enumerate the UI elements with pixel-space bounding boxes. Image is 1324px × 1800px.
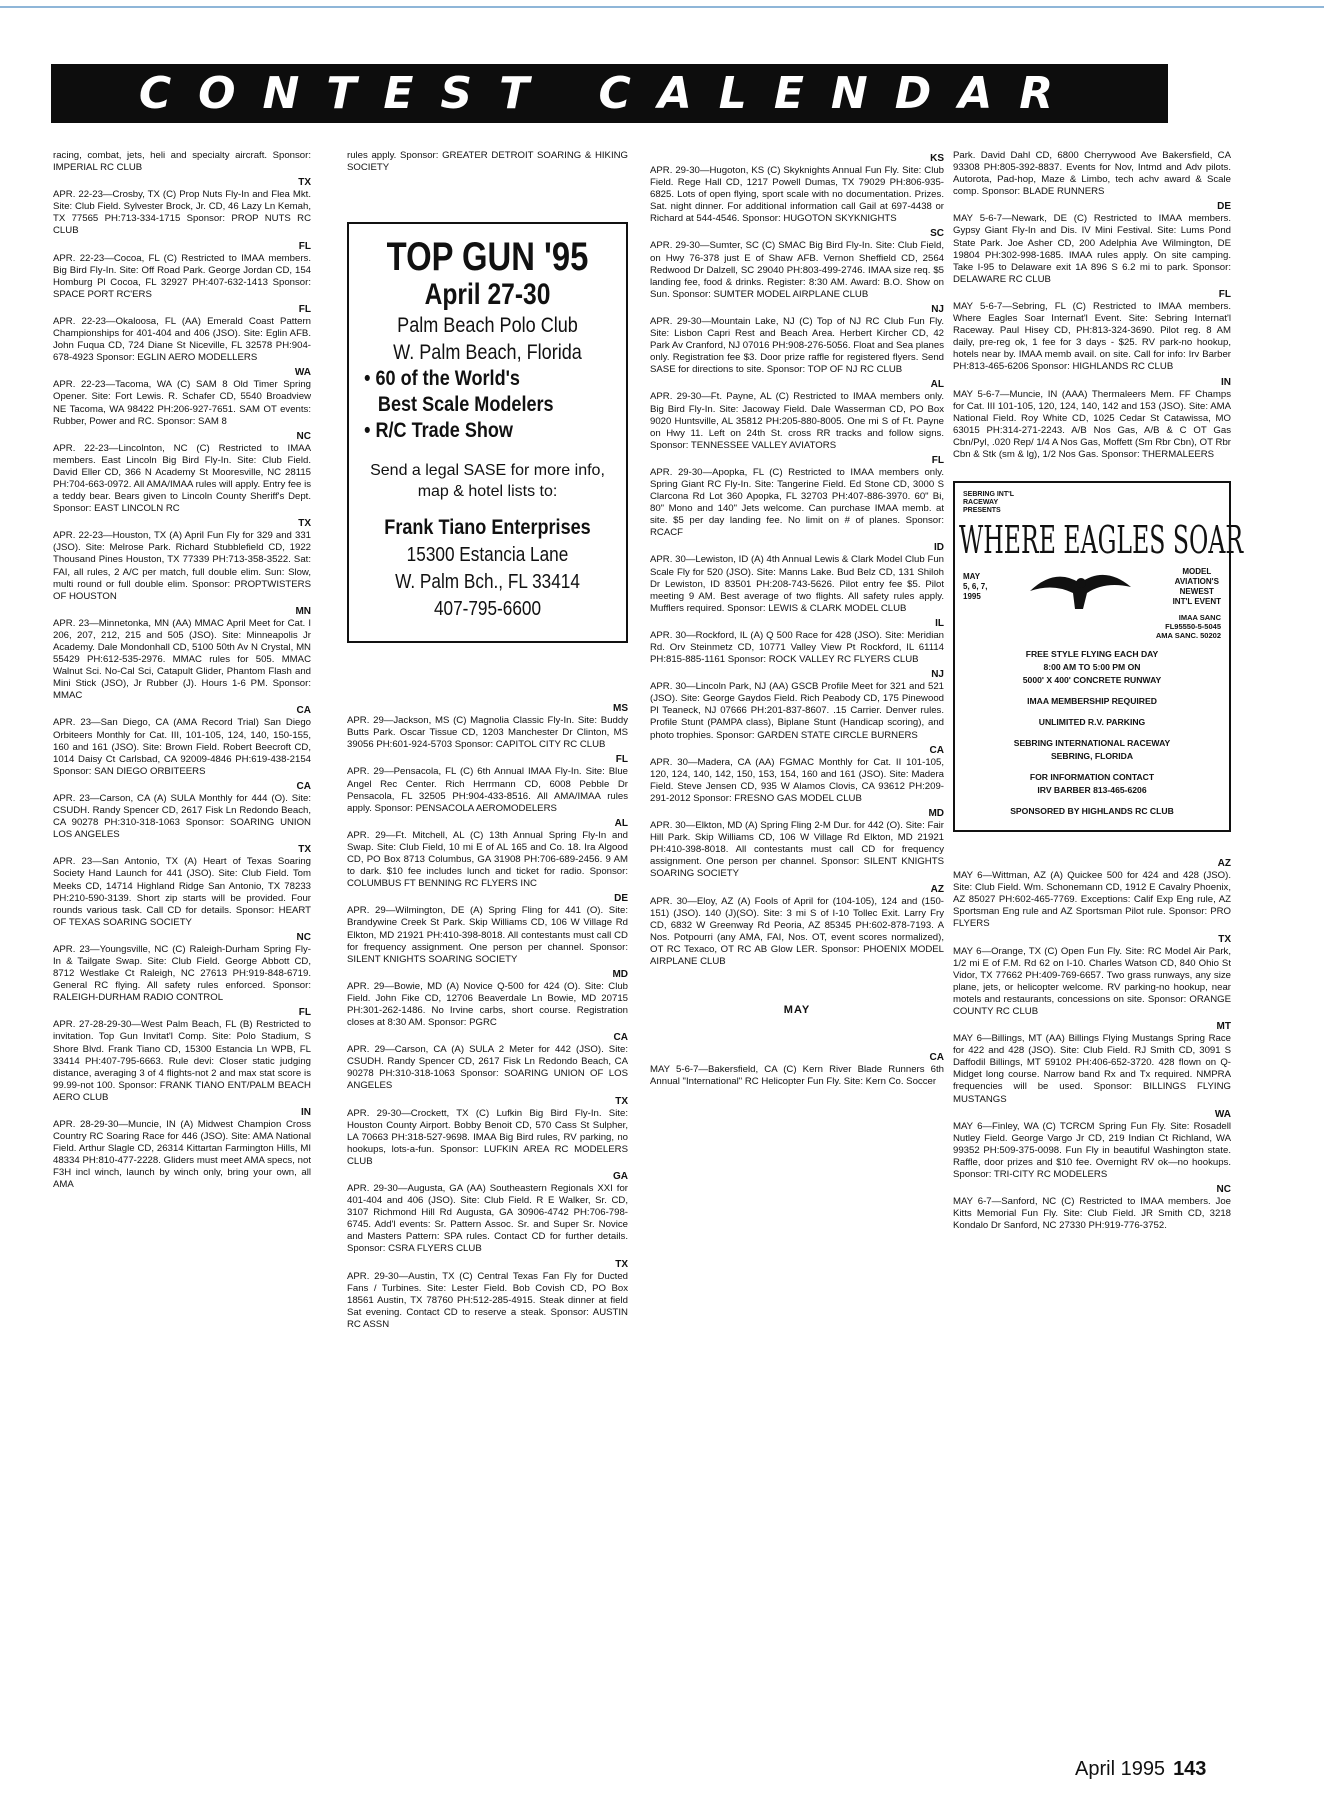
calendar-entry: APR. 30—Eloy, AZ (A) Fools of April for (104-105), 124 and (150-151) (JSO). 140 (J)(SO). Site: 3 mi S of I-10 Tollec Exit. Larry Fry CD, 6832 W Greenway Rd Peoria, AZ 85345 PH:602-878-7193. A Nos. Potpourri (any AMA, FAI, Nos. OT, event scores normalized), OT RC Texaco, OT RC AB Glow LER. Sponsor: PHOENIX MODEL AIRPLANE CLUB bbox=[650, 895, 944, 967]
calendar-entry: MAY 6—Orange, TX (C) Open Fun Fly. Site: RC Model Air Park, 1/2 mi E of F.M. Rd 62 on I-10. Charles Watson CD, 840 Ohio St Vidor, TX 77662 PH:409-769-6657. Two grass runways, any size plane, jets, or helicopter welcome. RV parking-no hookup, near motels and restaurants, concessions on site. Sponsor: ORANGE COUNTY RC CLUB bbox=[953, 945, 1231, 1017]
state-label: AZ bbox=[1217, 858, 1231, 870]
state-label: NC bbox=[296, 931, 311, 943]
issue-date: April 1995 bbox=[1075, 1758, 1166, 1780]
state-label: IN bbox=[301, 1107, 311, 1118]
state-label: TX bbox=[1218, 933, 1231, 945]
calendar-entry: APR. 29-30—Hugoton, KS (C) Skyknights Annual Fun Fly. Site: Club Field. Rege Hall CD, 1217 Powell Dumas, TX 79029 PH:806-935-6825. Lots of open flying, sport scale with no documentation. Prizes. Sat. night dinner. For additional information call Gail at 697-4438 or Richard at 544-4546. Sponsor: HUGOTON SKYKNIGHTS bbox=[650, 165, 944, 225]
calendar-entry: APR. 23—Minnetonka, MN (AA) MMAC April Meet for Cat. I 206, 207, 212, 215 and 505 (JSO). Site: Minneapolis Jr Academy. Dale Mondonhall CD, 5100 50th Av N Crystal, MN 55429 PH:612-535-2976. MMAC rules for 505. MMAC Walnut Sci. No-Cal Sci, Catapult Glider, Phantom Flash and Mini Stick (JSO), Jr Rubber (J). Hours 1-6 PM. Sponsor: MMAC bbox=[53, 617, 311, 702]
state-label: TX bbox=[298, 844, 311, 856]
state-label: IN bbox=[1221, 376, 1231, 388]
listing-continuation: rules apply. Sponsor: GREATER DETROIT SOARING & HIKING SOCIETY bbox=[347, 150, 628, 174]
top-gun-title: TOP GUN '95 bbox=[386, 235, 589, 280]
column-4-more-listings bbox=[953, 858, 1231, 1232]
month-heading: MAY bbox=[783, 1004, 811, 1017]
state-label: TX bbox=[298, 518, 311, 530]
calendar-entry: APR. 22-23—Lincolnton, NC (C) Restricted to IMAA members. East Lincoln Big Bird Fly-In. Site: Club Field. David Eller CD, 366 N Academy St Mooresville, NC 28115 PH:704-663-0972. All AMA/IMAA rules will apply. Entry fee is a teddy bear. Bears given to Lincoln County Sheriff's Dept. Sponsor: EAST LINCOLN RC bbox=[53, 442, 311, 515]
calendar-entry: APR. 29-30—Sumter, SC (C) SMAC Big Bird Fly-In. Site: Club Field, on Hwy 76-378 just E of Shaw AFB. Vernon Sheffield CD, 2564 Redwood Dr Dalzell, SC 29040 PH:803-499-2746. IMAA size req. $5 landing fee, food & drinks. Register: 8:30 AM. Award: B.O. Show on Sun. Sponsor: SUMTER MODEL AIRPLANE CLUB bbox=[650, 240, 944, 300]
calendar-entry: MAY 6—Billings, MT (AA) Billings Flying Mustangs Spring Race for 422 and 428 (JSO). Site: Club Field. RJ Smith CD, 3091 S Daffodil Billings, MT 59102 PH:406-652-3720. 428 flown on Q-Midget long course. Narrow band Rx and Tx required. NMPRA frequencies will be used. Sponsor: BILLINGS FLYING MUSTANGS bbox=[953, 1033, 1231, 1105]
top-gun-ad bbox=[347, 222, 628, 643]
state-label: AZ bbox=[930, 883, 944, 895]
calendar-entry: MAY 5-6-7—Sebring, FL (C) Restricted to IMAA members. Where Eagles Soar Internat'l Event. Site: Sebring Internat'l Raceway. Paul Hisey CD, PH:813-324-3690. Pilot reg. 8 AM daily, pre-reg ok, 1 fee for 3 days - $25. RV park-no hookup, hotels near by. IMAA memb avail. on site. Call for info: Irv Barber PH:813-465-6206 Sponsor: HIGHLANDS RC CLUB bbox=[953, 300, 1231, 373]
column-2-listings bbox=[347, 703, 628, 1331]
calendar-entry: APR. 29-30—Crockett, TX (C) Lufkin Big Bird Fly-In. Site: Houston County Airport. Bobby Benoit CD, 570 Cass St Sulpher, LA 70663 PH:318-527-9698. IMAA Big Bird rules, RV parking, no hookups, lots-a-fun. Sponsor: LUFKIN AREA RC MODELERS CLUB bbox=[347, 1107, 628, 1167]
state-label: NC bbox=[296, 430, 311, 442]
calendar-entry: APR. 23—San Antonio, TX (A) Heart of Texas Soaring Society Hand Launch for 441 (JSO). Site: Club Field. Tom Meeks CD, 14714 Highland Ridge San Antonio, TX 78233 PH:210-590-3139. Short zip starts will be provided. Four rounds various task. Call CD for details. Sponsor: HEART OF TEXAS SOARING SOCIETY bbox=[53, 856, 311, 928]
calendar-entry: APR. 23—San Diego, CA (AMA Record Trial) San Diego Orbiteers Monthly for Cat. III, 101-105, 124, 140, 150-155, 160 and 161 (JSO). Site: Brown Field. Robert Beecroft CD, 1014 Daisy Ct Carlsbad, CA 92009-4846 PH:619-438-2154 Sponsor: SAN DIEGO ORBITEERS bbox=[53, 717, 311, 777]
column-3-may-listings bbox=[650, 1052, 944, 1088]
eagles-sanction: AMA SANC. 50202 bbox=[1155, 631, 1221, 641]
eagles-info: FOR INFORMATION CONTACT bbox=[1029, 772, 1155, 783]
where-eagles-soar-ad bbox=[953, 481, 1244, 832]
calendar-entry: APR. 30—Rockford, IL (A) Q 500 Race for 428 (JSO). Site: Meridian Rd. Orv Steinmetz CD, 10771 Valley View Pt Rockford, IL 61114 PH:815-885-1161 Sponsor: ROCK VALLEY RC FLYERS CLUB bbox=[650, 629, 944, 666]
state-label: TX bbox=[615, 1258, 628, 1270]
state-label: MT bbox=[1216, 1021, 1231, 1033]
calendar-entry: APR. 30—Elkton, MD (A) Spring Fling 2-M Dur. for 442 (O). Site: Fair Hill Park. Skip Williams CD, 106 W Village Rd Elkton, MD 21921 PH:410-398-8018. All contestants must call CD for frequency assignment. One person per channel. Sponsor: SILENT KNIGHTS SOARING SOCIETY bbox=[650, 820, 944, 880]
state-label: WA bbox=[294, 367, 311, 379]
eagles-info: SEBRING, FLORIDA bbox=[1050, 751, 1134, 762]
calendar-entry: APR. 29-30—Mountain Lake, NJ (C) Top of NJ RC Club Fun Fly. Site: Lisbon Capri Rest and Beach Area. Herbert Kircher CD, 42 Park Av Cranford, NJ 07016 PH:908-276-5056. Float and Sea planes only. Registration fee $3. Door prize raffle for registered flyers. Send SASE for directions to site. Sponsor: TOP OF NJ RC CLUB bbox=[650, 315, 944, 376]
eagles-tagline: AVIATION'S bbox=[1174, 577, 1219, 587]
state-label: DE bbox=[614, 893, 628, 905]
contest-calendar-banner bbox=[51, 64, 1168, 123]
top-gun-bullet: • R/C Trade Show bbox=[364, 419, 513, 443]
state-label: FL bbox=[1218, 288, 1231, 300]
state-label: GA bbox=[613, 1171, 628, 1182]
top-gun-send-note: Send a legal SASE for more info, map & hotel lists to: bbox=[370, 462, 605, 501]
calendar-entry: APR. 29-30—Ft. Payne, AL (C) Restricted to IMAA members only. Big Bird Fly-In. Site: Jacoway Field. Dale Wasserman CD, PO Box 9020 Huntsville, AL 35812 PH:205-880-8005. One mi S of Ft. Payne on Hwy 11. Left on 24th St. cross RR tracks and follow signs. Sponsor: TENNESSEE VALLEY AVIATORS bbox=[650, 391, 944, 451]
calendar-entry: APR. 29—Jackson, MS (C) Magnolia Classic Fly-In. Site: Buddy Butts Park. Oscar Tissue CD, 1203 Manchester Dr Clinton, MS 39056 PH:601-924-5703 Sponsor: CAPITOL CITY RC CLUB bbox=[347, 715, 628, 751]
state-label: ID bbox=[934, 542, 944, 554]
top-gun-city: W. Palm Beach, Florida bbox=[393, 341, 582, 365]
top-gun-city-zip: W. Palm Bch., FL 33414 bbox=[395, 571, 580, 594]
state-label: IL bbox=[935, 617, 944, 629]
state-label: NJ bbox=[931, 669, 944, 681]
state-label: FL bbox=[615, 754, 628, 766]
eagles-info: SEBRING INTERNATIONAL RACEWAY bbox=[1013, 738, 1171, 749]
eagles-days: 5, 6, 7, bbox=[963, 582, 988, 592]
calendar-entry: APR. 29—Bowie, MD (A) Novice Q-500 for 424 (O). Site: Club Field. John Fike CD, 12706 Beaverdale Ln Bowie, MD 20715 PH:301-262-1486. No Irvine carbs, short course. Registration closes at 8:30 AM. Sponsor: PGRC bbox=[347, 980, 628, 1029]
calendar-entry: APR. 22-23—Cocoa, FL (C) Restricted to IMAA members. Big Bird Fly-In. Site: Off Road Park. George Jordan CD, 154 Homburg Pl Cocoa, FL 32927 PH:407-632-1413 Sponsor: SPACE PORT RC'ERS bbox=[53, 252, 311, 300]
state-label: FL bbox=[298, 1007, 311, 1019]
eagles-year: 1995 bbox=[963, 592, 981, 602]
eagles-tagline: NEWEST bbox=[1179, 587, 1214, 597]
calendar-entry: APR. 22-23—Tacoma, WA (C) SAM 8 Old Timer Spring Opener. Site: Fort Lewis. R. Schafer CD, 5540 Broadview NE Tacoma, WA 98422 PH:206-927-7651. SAM OT events: Rubber, Power and RC. Sponsor: SAM 8 bbox=[53, 379, 311, 427]
calendar-entry: APR. 23—Youngsville, NC (C) Raleigh-Durham Spring Fly-In & Tailgate Swap. Site: Club Field. George Abbott CD, 8712 Westlake Ct Raleigh, NC 27613 PH:919-848-6719. General RC flying. All safety rules enforced. Sponsor: RALEIGH-DURHAM RADIO CONTROL bbox=[53, 943, 311, 1004]
state-label: KS bbox=[930, 153, 944, 164]
state-label: WA bbox=[1214, 1108, 1231, 1120]
eagles-info: FREE STYLE FLYING EACH DAY bbox=[1025, 649, 1159, 660]
calendar-entry: racing, combat, jets, heli and specialty aircraft. Sponsor: IMPERIAL RC CLUB bbox=[53, 150, 311, 174]
column-1 bbox=[53, 150, 311, 1194]
state-label: AL bbox=[930, 379, 944, 391]
state-label: CA bbox=[296, 780, 311, 792]
column-4-listings bbox=[953, 150, 1231, 461]
calendar-entry: APR. 22-23—Okaloosa, FL (AA) Emerald Coast Pattern Championships for 401-404 and 406 (JSO). Site: Eglin AFB. John Fuqua CD, 724 Diane St Niceville, FL 32578 PH:904-678-4923 Sponsor: EGLIN AERO MODELLERS bbox=[53, 315, 311, 364]
eagles-sponsor: SPONSORED BY HIGHLANDS RC CLUB bbox=[1010, 806, 1174, 817]
calendar-entry: APR. 29—Ft. Mitchell, AL (C) 13th Annual Spring Fly-In and Swap. Site: Club Field, 10 mi E of AL 165 and Co. 18. Ira Algood CD, PO Box 8713 Columbus, GA 31908 PH:706-689-2456. 9 AM to dark. $10 fee includes lunch and ticket for radio. Sponsor: COLUMBUS FT BENNING RC FLYERS INC bbox=[347, 829, 628, 890]
top-gun-phone: 407-795-6600 bbox=[433, 598, 542, 621]
calendar-entry: APR. 22-23—Crosby, TX (C) Prop Nuts Fly-In and Flea Mkt. Site: Club Field. Sylvester Brock, Jr. CD, 46 Lazy Ln Kemah, TX 77565 PH:713-334-1715 Sponsor: PROP NUTS RC CLUB bbox=[53, 189, 311, 237]
column-4 bbox=[953, 150, 1244, 1234]
eagle-icon bbox=[1025, 561, 1135, 613]
state-label: FL bbox=[298, 303, 311, 315]
state-label: DE bbox=[1217, 201, 1231, 213]
eagles-tagline: MODEL bbox=[1182, 567, 1212, 577]
calendar-entry: APR. 28-29-30—Muncie, IN (A) Midwest Champion Cross Country RC Soaring Race for 446 (JSO). Site: AMA National Field. Arthur Slagle CD, 26314 Kittartan Farmington Hills, MI 48334 PH:810-477-2228. Gliders must meet AMA specs, not F3H incl winch, launch by winch only, bring your own, all AMA bbox=[53, 1119, 311, 1191]
top-gun-venue: Palm Beach Polo Club bbox=[397, 314, 578, 338]
state-label: NC bbox=[1216, 1184, 1231, 1196]
eagles-month: MAY bbox=[963, 572, 981, 582]
eagles-presenter: SEBRING INT'L RACEWAY PRESENTS bbox=[963, 491, 1014, 515]
state-label: AL bbox=[614, 817, 628, 829]
page-number: 143 bbox=[1173, 1758, 1207, 1780]
calendar-entry: APR. 30—Lincoln Park, NJ (AA) GSCB Profile Meet for 321 and 521 (JSO). Site: George Gaydos Field. Rich Peabody CD, 175 Pinewood Pl Teaneck, NJ 07666 PH:201-837-8607. .15 Carrier. Denver rules. Profile Stunt (PAMPA class), Biplane Stunt (Handicap scoring), and photo trophies. Sponsor: GARDEN STATE CIRCLE BURNERS bbox=[650, 681, 944, 741]
eagles-info: 5000' X 400' CONCRETE RUNWAY bbox=[1022, 675, 1162, 686]
calendar-entry: APR. 29—Pensacola, FL (C) 6th Annual IMAA Fly-In. Site: Blue Angel Rec Center. Rich Herrmann CD, 6008 Pebble Dr Pensacola, FL 32505 PH:904-433-8516. All AMA/IMAA rules apply. Sponsor: PENSACOLA AEROMODELERS bbox=[347, 766, 628, 814]
calendar-entry: Park. David Dahl CD, 6800 Cherrywood Ave Bakersfield, CA 93308 PH:805-392-8837. Events for Nov, Intmd and Adv pilots. Autorota, Pad-hop, Maze & Limbo, tech achv award & Scale comp. Sponsor: BLADE RUNNERS bbox=[953, 150, 1231, 198]
top-rule bbox=[0, 6, 1324, 8]
calendar-entry: APR. 29-30—Apopka, FL (C) Restricted to IMAA members only. Spring Giant RC Fly-In. Site: Tangerine Field. Ed Stone CD, 3000 S Clarcona Rd Lot 360 Apopka, FL 32703 PH:407-886-3970. 60" Bi, 80" Mono and 140" Jets welcome. Can purchase IMAA memb. at site. $5 per day landing fee. No limit on # of planes. Sponsor: RCACF bbox=[650, 466, 944, 539]
eagles-tagline: INT'L EVENT bbox=[1172, 597, 1221, 607]
top-gun-bullet: • 60 of the World's bbox=[364, 367, 520, 391]
column-3 bbox=[650, 150, 944, 1090]
eagles-title: WHERE EAGLES SOAR bbox=[959, 518, 1244, 563]
calendar-entry: MAY 6-7—Sanford, NC (C) Restricted to IMAA members. Joe Kitts Memorial Fun Fly. Site: Club Field. JR Smith CD, 3218 Kondalo Dr Sanford, NC 27330 PH:919-776-3752. bbox=[953, 1196, 1231, 1232]
top-gun-street: 15300 Estancia Lane bbox=[406, 544, 569, 567]
eagles-info: IRV BARBER 813-465-6206 bbox=[1037, 785, 1147, 796]
calendar-entry: MAY 6—Finley, WA (C) TCRCM Spring Fun Fly. Site: Rosadell Nutley Field. George Vargo Jr CD, 219 Indian Ct Richland, WA 99352 PH:509-375-0098. Fun Fly in beautiful Washington state. Raffle, door prizes and $10 fee. Overnight RV ok—no hookups. Sponsor: TRI-CITY RC MODELERS bbox=[953, 1120, 1231, 1181]
state-label: FL bbox=[298, 240, 311, 252]
state-label: MD bbox=[928, 808, 944, 820]
calendar-entry: MAY 6—Wittman, AZ (A) Quickee 500 for 424 and 428 (JSO). Site: Club Field. Wm. Schonemann CD, 1912 E Cavalry Phoenix, AZ 85027 PH:602-465-7769. Exceptions: Calif Exp Eng rule, AZ Sportsman Eng rule and AZ Sportsman Pilot rule. Sponsor: PRO FLYERS bbox=[953, 870, 1231, 930]
state-label: CA bbox=[929, 744, 944, 756]
state-label: MS bbox=[613, 703, 628, 715]
state-label: CA bbox=[296, 705, 311, 717]
calendar-entry: APR. 22-23—Houston, TX (A) April Fun Fly for 329 and 331 (JSO). Site: Melrose Park. Richard Stubblefield CD, 1922 Thousand Pines Houston, TX 77339 PH:713-358-3522. Sat: FAI, all rules, 2 A/C per match, full double elim. Sun: Slow, multi round or full double elim. Sponsor: PROPTWISTERS OF HOUSTON bbox=[53, 530, 311, 602]
calendar-entry: APR. 29—Carson, CA (A) SULA 2 Meter for 442 (JSO). Site: CSUDH. Randy Spencer CD, 2617 Fisk Ln Redondo Beach, CA 90278 PH:310-318-1063 Sponsor: SOARING UNION OF LOS ANGELES bbox=[347, 1044, 628, 1092]
calendar-entry: APR. 30—Lewiston, ID (A) 4th Annual Lewis & Clark Model Club Fun Scale Fly for 520 (JSO). Site: Manns Lake. Bud Belz CD, 131 Shiloh Dr Lewiston, ID 83501 PH:208-743-5626. Pilot entry fee $5. Pilot meeting 9 AM. Best average of two flights. All safety rules apply. Mufflers required. Sponsor: LEWIS & CLARK MODEL CLUB bbox=[650, 554, 944, 614]
state-label: FL bbox=[931, 454, 944, 466]
state-label: CA bbox=[613, 1032, 628, 1044]
calendar-entry: MAY 5-6-7—Bakersfield, CA (C) Kern River Blade Runners 6th Annual "International" RC Helicopter Fun Fly. Site: Kern Co. Soccer bbox=[650, 1064, 944, 1088]
eagles-info: IMAA MEMBERSHIP REQUIRED bbox=[1027, 696, 1157, 707]
calendar-entry: APR. 29-30—Austin, TX (C) Central Texas Fan Fly for Ducted Fans / Turbines. Site: Lester Field. Bob Covish CD, PO Box 18561 Austin, TX 78760 PH:512-285-4915. Steak dinner at field Sat evening. Contact CD to reserve a steak. Sponsor: AUSTIN RC ASSN bbox=[347, 1270, 628, 1330]
state-label: TX bbox=[298, 177, 311, 189]
state-label: NJ bbox=[931, 303, 944, 315]
column-3-listings bbox=[650, 153, 944, 968]
top-gun-dates: April 27-30 bbox=[424, 278, 551, 312]
calendar-entry: APR. 23—Carson, CA (A) SULA Monthly for 444 (O). Site: CSUDH. Randy Spencer CD, 2617 Fisk Ln Redondo Beach, CA 90278 PH:310-318-1063 Sponsor: SOARING UNION LOS ANGELES bbox=[53, 792, 311, 841]
eagles-info: UNLIMITED R.V. PARKING bbox=[1038, 717, 1146, 728]
eagles-sanction: IMAA SANC bbox=[1178, 613, 1221, 623]
calendar-entry: MAY 5-6-7—Muncie, IN (AAA) Thermaleers Mem. FF Champs for Cat. III 101-105, 120, 124, 140, 142 and 153 (JSO). Site: AMA National Field. Roy White CD, 1025 Cedar St Catawissa, MO 63015 PH:314-271-2243. A/B Nos Gas, A/B & C OT Gas Cbn/Pyl, .020 Rep/ 1/4 A Nos Gas, Moffett (Sm Rbr Cbn), OT Rbr Cbn & Stk (sm & lg), 1/2 Nos Gas. Sponsor: THERMALEERS bbox=[953, 388, 1231, 460]
state-label: TX bbox=[615, 1095, 628, 1107]
state-label: MD bbox=[612, 968, 628, 980]
top-gun-company: Frank Tiano Enterprises bbox=[384, 516, 591, 540]
state-label: SC bbox=[930, 228, 944, 240]
calendar-entry: APR. 29-30—Augusta, GA (AA) Southeastern Regionals XXI for 401-404 and 406 (JSO). Site: Club Field. R E Walker, Sr. CD, 3107 Richmond Hill Rd Augusta, GA 30906-4742 PH:706-798-6745. Add'l events: Sr. Pattern Assoc. Sr. and Super Sr. Novice and Masters Pattern: SPA rules. Contact CD for further details. Sponsor: CSRA FLYERS CLUB bbox=[347, 1183, 628, 1255]
eagles-info: 8:00 AM TO 5:00 PM ON bbox=[1043, 662, 1141, 673]
state-label: CA bbox=[929, 1052, 944, 1064]
top-gun-bullet: Best Scale Modelers bbox=[377, 393, 554, 417]
column-2 bbox=[347, 150, 628, 1333]
calendar-entry: APR. 29—Wilmington, DE (A) Spring Fling for 441 (O). Site: Brandywine Creek St Park. Skip Williams CD, 106 W Village Rd Elkton, MD 21921 PH:410-398-8018. All contestants must call CD for frequency assignment. One person per channel. Sponsor: SILENT KNIGHTS SOARING SOCIETY bbox=[347, 905, 628, 965]
eagles-sanction: FL95550-5-5045 bbox=[1165, 622, 1221, 632]
banner-title: CONTEST CALENDAR bbox=[138, 68, 1081, 119]
page-footer bbox=[1075, 1758, 1206, 1781]
calendar-entry: APR. 30—Madera, CA (AA) FGMAC Monthly for Cat. II 101-105, 120, 124, 140, 142, 150, 153, 154, 160 and 161 (JSO). Site: Madera Field. Steve Jensen CD, 935 W Alamos Clovis, CA 93612 PH:209-291-2012 Sponsor: FRESNO GAS MODEL CLUB bbox=[650, 756, 944, 804]
calendar-entry: APR. 27-28-29-30—West Palm Beach, FL (B) Restricted to invitation. Top Gun Invitat'l Comp. Site: Polo Stadium, S Shore Blvd. Frank Tiano CD, 15300 Estancia Ln WPB, FL 33414 PH:407-795-6663. Rule devi: Closer static judging distance, averaging 3 of 4 flights-not 2 and max stat score is 99.99-not 100. Sponsor: FRANK TIANO ENT/PALM BEACH AERO CLUB bbox=[53, 1019, 311, 1103]
calendar-entry: MAY 5-6-7—Newark, DE (C) Restricted to IMAA members. Gypsy Giant Fly-In and Dis. IV Mini Festival. Site: Lums Pond State Park. Joe Asher CD, 200 Adelphia Ave Wilmington, DE 19804 PH:302-998-1685. IMAA rules apply. On site camping. Take I-95 to Delaware exit 1A 896 S 6.2 mi to park. Sponsor: DELAWARE RC CLUB bbox=[953, 213, 1231, 285]
state-label: MN bbox=[295, 605, 311, 617]
